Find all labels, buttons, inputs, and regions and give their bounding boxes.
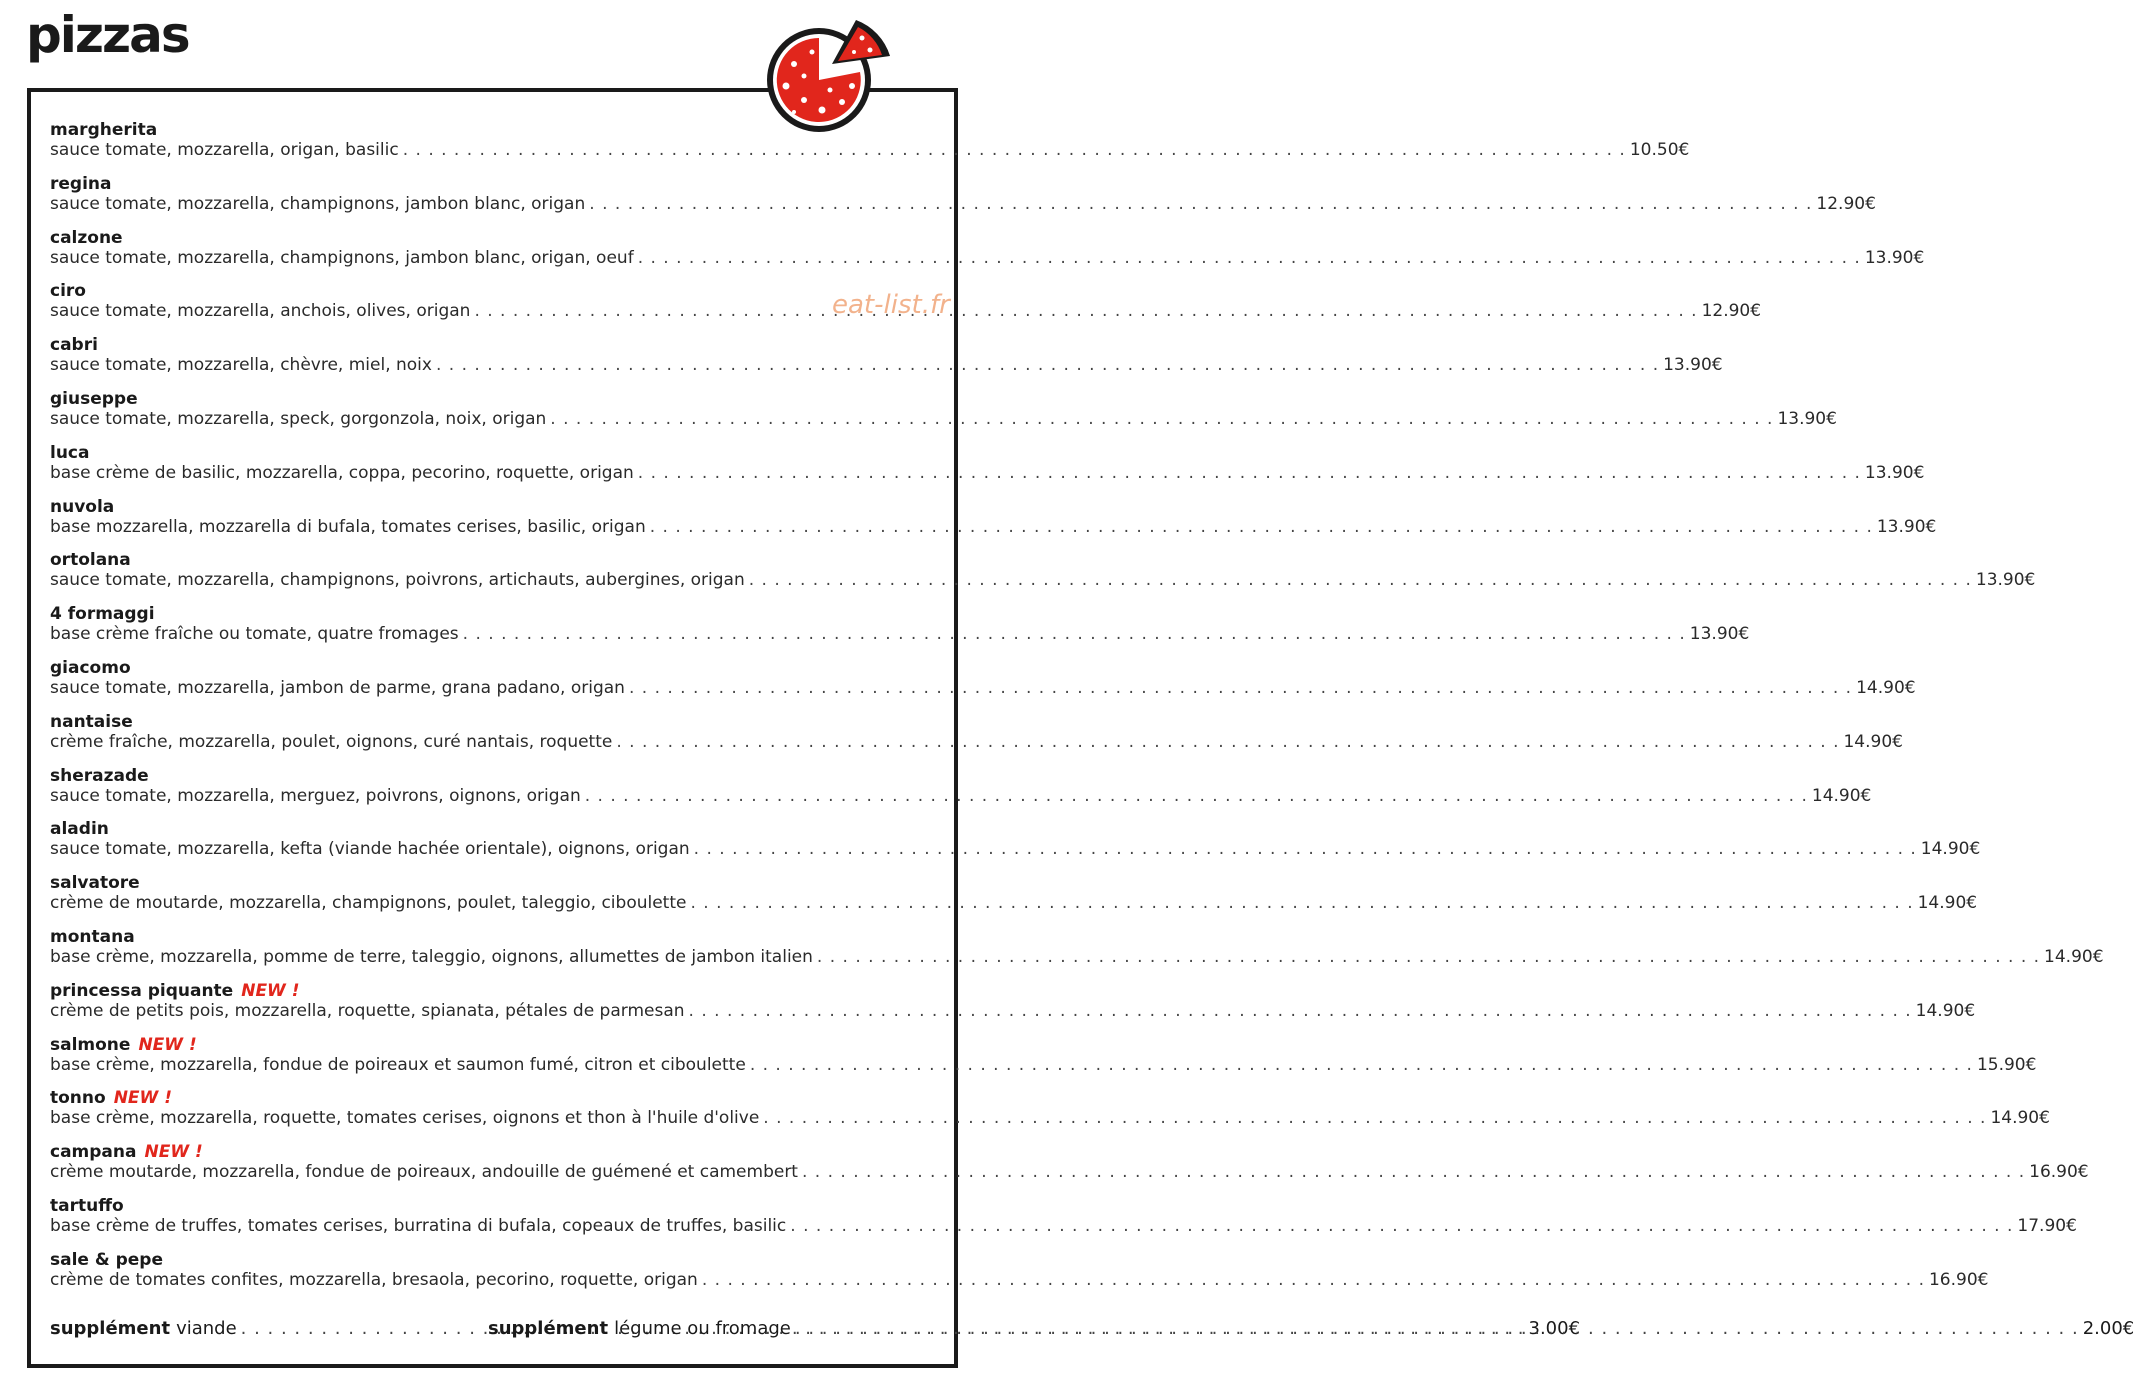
pizza-name <box>50 120 938 140</box>
pizza-line <box>50 301 1762 322</box>
leader-dots <box>690 893 1913 913</box>
pizza-description: sauce tomate, mozzarella, champignons, poivrons, artichauts, aubergines, origan <box>50 570 745 591</box>
pizza-line <box>50 516 1937 537</box>
pizza-item <box>50 550 2036 604</box>
supplements <box>50 1318 2134 1339</box>
pizza-item <box>50 1088 2050 1142</box>
supplement-price: 2.00€ <box>2082 1318 2134 1339</box>
new-badge: NEW ! <box>144 1142 203 1163</box>
pizza-name <box>50 1035 938 1055</box>
pizza-description: crème fraîche, mozzarella, poulet, oignons, curé nantais, roquette <box>50 731 613 752</box>
pizza-line <box>50 462 1925 483</box>
pizza-price: 17.90€ <box>2017 1215 2077 1236</box>
pizza-price: 13.90€ <box>1864 462 1925 483</box>
pizza-item <box>50 1195 2077 1250</box>
pizza-name <box>50 389 938 409</box>
pizza-description: base crème de basilic, mozzarella, coppa, pecorino, roquette, origan <box>50 462 634 483</box>
pizza-line <box>50 1054 2037 1075</box>
pizza-item <box>50 711 1903 766</box>
pizza-description: crème de petits pois, mozzarella, roquette, spianata, pétales de parmesan <box>50 1000 685 1021</box>
leader-dots <box>817 947 2040 967</box>
pizza-name-text: giacomo <box>50 657 131 678</box>
pizza-name-text: margherita <box>50 120 158 140</box>
pizza-name <box>50 873 938 893</box>
pizza-description: sauce tomate, mozzarella, origan, basilic <box>50 140 399 160</box>
pizza-name <box>50 335 938 355</box>
pizza-line <box>50 1215 2077 1236</box>
pizza-price: 14.90€ <box>1843 731 1903 752</box>
pizza-price: 14.90€ <box>1915 1000 1976 1021</box>
pizza-price: 14.90€ <box>1990 1108 2050 1129</box>
pizza-item <box>50 819 1981 873</box>
pizza-price: 15.90€ <box>1976 1054 2037 1075</box>
pizza-item <box>50 173 1876 228</box>
pizza-name-text: aladin <box>50 819 109 840</box>
pizza-name-text: cabri <box>50 335 98 356</box>
supplement-price: 3.00€ <box>1528 1318 1581 1339</box>
pizza-price: 13.90€ <box>1777 408 1837 429</box>
pizza-description: base crème de truffes, tomates cerises, burratina di bufala, copeaux de truffes, basilic <box>50 1215 787 1236</box>
leader-dots <box>550 409 1773 429</box>
supplement-item: légume ou fromage <box>614 1318 791 1339</box>
pizza-item <box>50 1249 1989 1304</box>
pizza-description: sauce tomate, mozzarella, anchois, olives, origan <box>50 301 471 322</box>
leader-dots <box>749 570 1972 590</box>
leader-dots <box>585 786 1808 806</box>
pizza-name-text: tartuffo <box>50 1195 124 1216</box>
pizza-icon <box>764 14 896 136</box>
pizza-price: 12.90€ <box>1701 301 1762 322</box>
pizza-name-text: ciro <box>50 281 86 302</box>
leader-dots <box>650 517 1873 537</box>
pizza-name <box>50 1142 938 1162</box>
pizza-description: crème moutarde, mozzarella, fondue de poireaux, andouille de guémené et camembert <box>50 1162 798 1183</box>
pizza-price: 13.90€ <box>1864 247 1925 268</box>
pizza-name <box>50 604 938 624</box>
pizza-description: base mozzarella, mozzarella di bufala, tomates cerises, basilic, origan <box>50 516 646 537</box>
pizza-price: 12.90€ <box>1816 193 1876 214</box>
pizza-line <box>50 140 1690 160</box>
pizza-description: sauce tomate, mozzarella, speck, gorgonzola, noix, origan <box>50 408 547 429</box>
pizza-item <box>50 281 1762 335</box>
pizza-name-text: 4 formaggi <box>50 604 155 625</box>
pizza-price: 14.90€ <box>1920 839 1981 860</box>
leader-dots <box>638 248 1861 268</box>
pizza-name-text: regina <box>50 173 112 194</box>
pizza-name <box>50 927 938 947</box>
pizza-item <box>50 335 1723 389</box>
pizza-name-text: luca <box>50 442 90 463</box>
pizza-name <box>50 550 938 570</box>
leader-dots <box>629 678 1852 698</box>
pizza-name-text: salmone <box>50 1034 131 1055</box>
leader-dots <box>436 355 1659 375</box>
pizza-name-text: montana <box>50 926 135 947</box>
pizza-price: 14.90€ <box>1917 893 1978 914</box>
pizza-price: 13.90€ <box>1975 570 2036 591</box>
leader-dots <box>638 463 1861 483</box>
pizza-description: crème de tomates confites, mozzarella, bresaola, pecorino, roquette, origan <box>50 1269 698 1290</box>
pizza-item <box>50 926 2104 981</box>
pizza-description: base crème, mozzarella, fondue de poireaux et saumon fumé, citron et ciboulette <box>50 1054 746 1075</box>
pizza-line <box>50 1269 1989 1290</box>
pizza-item <box>50 604 1750 658</box>
pizza-name <box>50 1250 938 1270</box>
pizza-line <box>50 408 1837 429</box>
pizza-line <box>50 893 1978 914</box>
new-badge: NEW ! <box>113 1088 172 1109</box>
pizza-item <box>50 120 1690 174</box>
pizza-price: 13.90€ <box>1663 355 1723 376</box>
pizza-description: sauce tomate, mozzarella, jambon de parme, grana padano, origan <box>50 677 625 698</box>
pizza-line <box>50 1162 2089 1183</box>
supplement-label: supplément <box>50 1318 171 1339</box>
leader-dots <box>616 732 1839 752</box>
pizza-name-text: princessa piquante <box>50 980 234 1001</box>
pizza-name <box>50 174 938 194</box>
supplement-label: supplément <box>488 1318 609 1339</box>
pizza-item <box>50 442 1925 497</box>
pizza-name <box>50 766 938 786</box>
pizza-item <box>50 227 1925 282</box>
pizza-line <box>50 946 2104 967</box>
leader-dots <box>474 301 1697 321</box>
pizza-description: base crème, mozzarella, pomme de terre, taleggio, oignons, allumettes de jambon italien <box>50 946 813 967</box>
pizza-name-text: calzone <box>50 227 123 248</box>
pizza-name <box>50 819 938 839</box>
pizza-line <box>50 624 1750 645</box>
pizza-name-text: salvatore <box>50 873 140 894</box>
pizza-line <box>50 839 1981 860</box>
pizza-item <box>50 496 1937 551</box>
leader-dots <box>795 1318 2079 1339</box>
pizza-name-text: ortolana <box>50 550 131 571</box>
pizza-description: base crème fraîche ou tomate, quatre fromages <box>50 624 459 645</box>
page-title: pizzas <box>26 6 189 64</box>
pizza-name-text: campana <box>50 1142 137 1163</box>
pizza-name <box>50 1196 938 1216</box>
pizza-item <box>50 1034 2037 1089</box>
pizza-line <box>50 1000 1976 1021</box>
pizza-name <box>50 228 938 248</box>
pizza-description: sauce tomate, mozzarella, champignons, jambon blanc, origan <box>50 193 586 214</box>
pizza-price: 14.90€ <box>1811 785 1872 806</box>
pizza-line <box>50 677 1916 698</box>
leader-dots <box>802 1162 2025 1182</box>
pizza-name-text: giuseppe <box>50 388 138 409</box>
pizza-price: 14.90€ <box>1856 677 1916 698</box>
pizza-price: 13.90€ <box>1876 516 1937 537</box>
pizza-line <box>50 355 1723 376</box>
pizza-line <box>50 247 1925 268</box>
pizza-line <box>50 570 2036 591</box>
new-badge: NEW ! <box>138 1034 197 1055</box>
pizza-description: sauce tomate, mozzarella, kefta (viande hachée orientale), oignons, origan <box>50 839 690 860</box>
pizza-name <box>50 658 938 678</box>
pizza-item <box>50 980 1976 1035</box>
pizza-price: 10.50€ <box>1629 140 1690 160</box>
pizza-name <box>50 281 938 301</box>
pizza-name-text: tonno <box>50 1088 106 1109</box>
pizza-line <box>50 193 1876 214</box>
pizza-price: 13.90€ <box>1689 624 1750 645</box>
leader-dots <box>463 624 1686 644</box>
pizza-description: base crème, mozzarella, roquette, tomates cerises, oignons et thon à l'huile d'olive <box>50 1108 760 1129</box>
leader-dots <box>694 839 1917 859</box>
pizza-line <box>50 731 1903 752</box>
leader-dots <box>689 1001 1912 1021</box>
leader-dots <box>702 1270 1925 1290</box>
new-badge: NEW ! <box>241 980 300 1001</box>
pizza-name-text: nantaise <box>50 711 133 732</box>
pizza-item <box>50 873 1978 927</box>
pizza-price: 14.90€ <box>2044 946 2104 967</box>
pizza-name <box>50 443 938 463</box>
pizza-name-text: nuvola <box>50 496 115 517</box>
supplement-item: viande <box>176 1318 237 1339</box>
leader-dots <box>403 140 1626 160</box>
pizza-name-text: sale & pepe <box>50 1249 164 1270</box>
watermark: eat-list.fr <box>832 290 950 320</box>
pizza-line <box>50 785 1872 806</box>
pizza-price: 16.90€ <box>1928 1269 1989 1290</box>
pizza-description: crème de moutarde, mozzarella, champignons, poulet, taleggio, ciboulette <box>50 893 687 914</box>
pizza-item <box>50 765 1872 820</box>
pizza-name <box>50 497 938 517</box>
pizza-item <box>50 388 1837 443</box>
pizza-description: sauce tomate, mozzarella, chèvre, miel, noix <box>50 355 432 376</box>
pizza-line <box>50 1108 2050 1129</box>
pizza-list <box>50 120 2104 1304</box>
pizza-name <box>50 712 938 732</box>
pizza-name <box>50 981 938 1001</box>
pizza-description: sauce tomate, mozzarella, champignons, jambon blanc, origan, oeuf <box>50 247 634 268</box>
pizza-description: sauce tomate, mozzarella, merguez, poivrons, oignons, origan <box>50 785 581 806</box>
pizza-price: 16.90€ <box>2029 1162 2089 1183</box>
leader-dots <box>790 1216 2013 1236</box>
leader-dots <box>750 1055 1973 1075</box>
leader-dots <box>763 1108 1986 1128</box>
pizza-name <box>50 1088 938 1108</box>
pizza-item <box>50 657 1916 712</box>
pizza-name-text: sherazade <box>50 765 149 786</box>
pizza-item <box>50 1142 2089 1196</box>
leader-dots <box>589 194 1812 214</box>
